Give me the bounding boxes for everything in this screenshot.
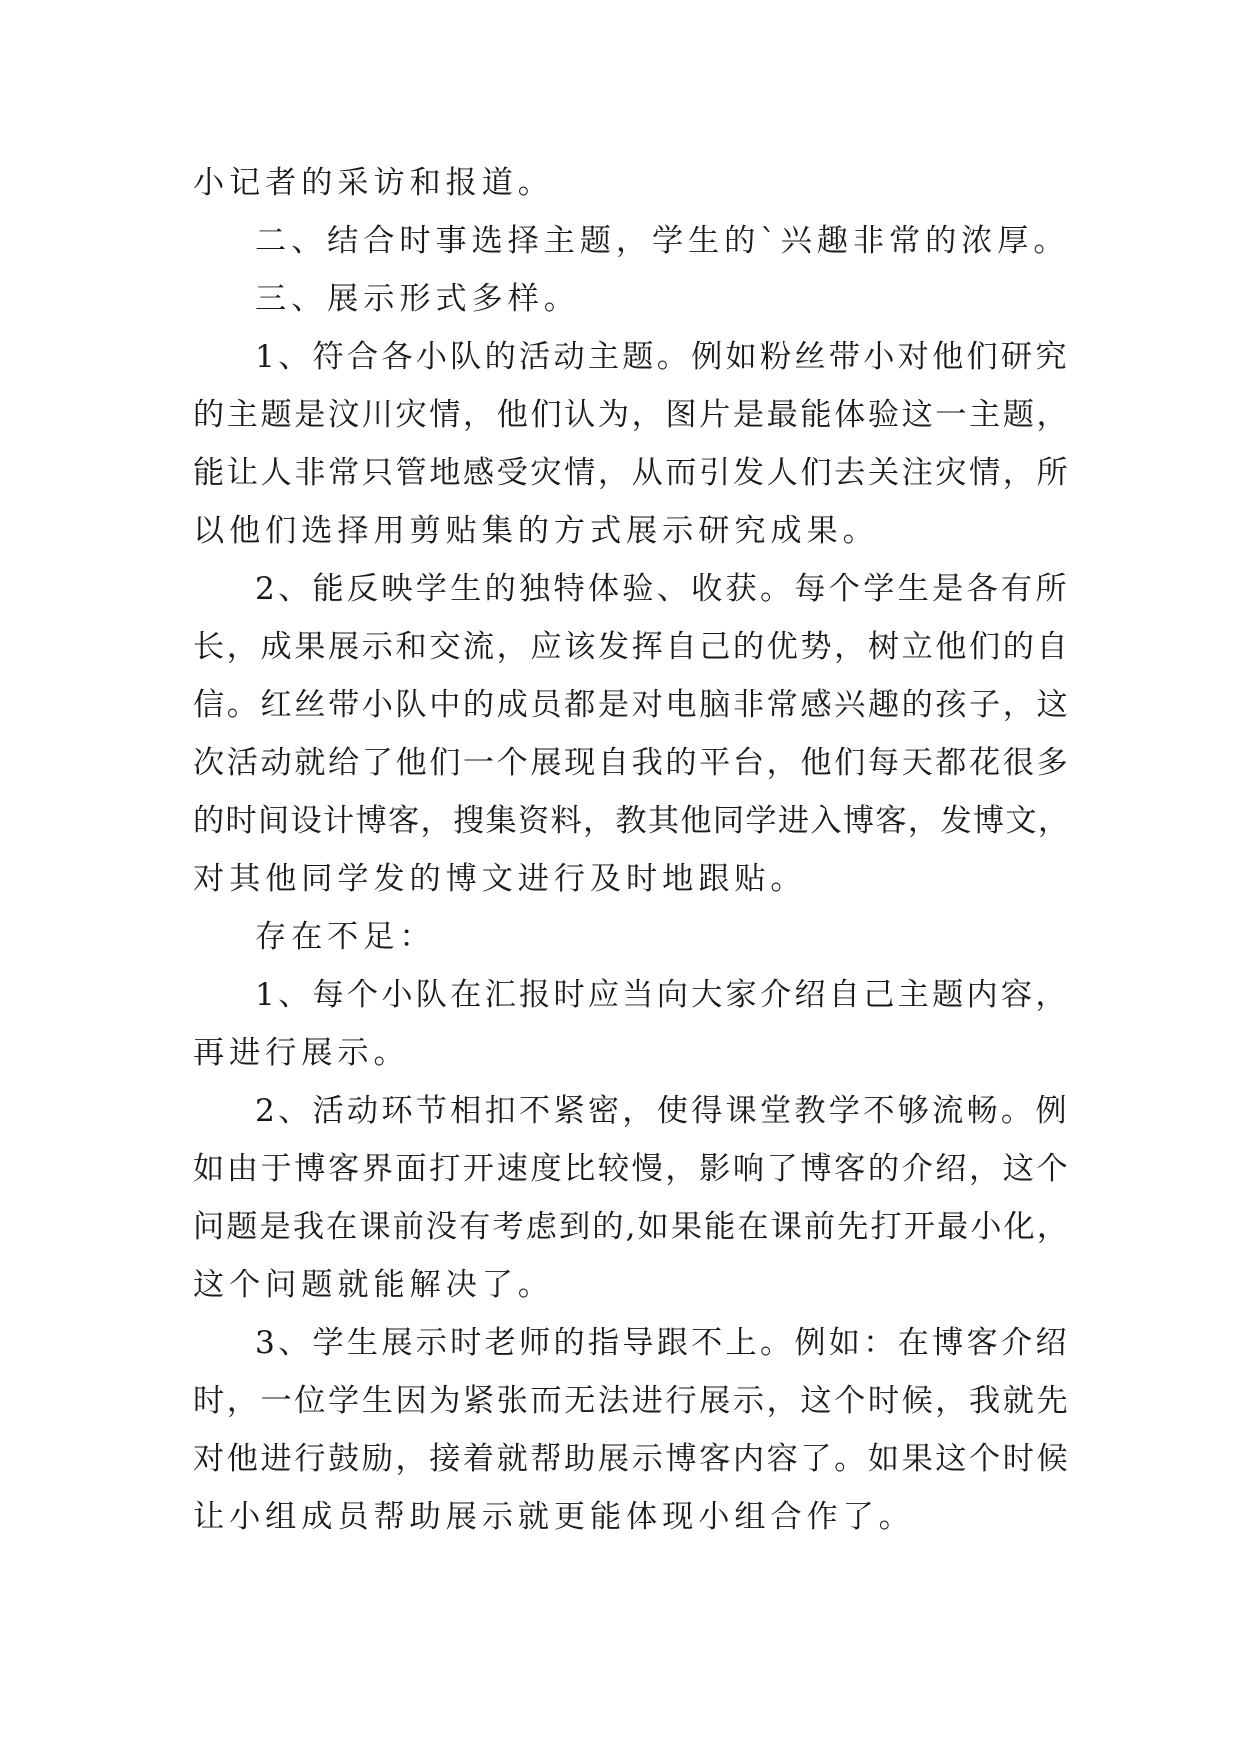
text-line: 的时间设计博客，搜集资料，教其他同学进入博客，发博文， [193, 803, 1071, 839]
text-line: 3、学生展示时老师的指导跟不上。例如：在博客介绍 [255, 1325, 1070, 1361]
text-line: 1、符合各小队的活动主题。例如粉丝带小对他们研究 [255, 339, 1070, 375]
text-line: 信。红丝带小队中的成员都是对电脑非常感兴趣的孩子，这 [193, 687, 1071, 723]
text-line: 次活动就给了他们一个展现自我的平台，他们每天都花很多 [193, 745, 1071, 781]
text-line: 如由于博客界面打开速度比较慢，影响了博客的介绍，这个 [193, 1151, 1071, 1187]
text-line: 的主题是汶川灾情，他们认为，图片是最能体验这一主题， [193, 397, 1071, 433]
text-line: 小记者的采访和报道。 [193, 165, 554, 201]
text-line: 长，成果展示和交流，应该发挥自己的优势，树立他们的自 [193, 629, 1071, 665]
text-line: 对其他同学发的博文进行及时地跟贴。 [193, 861, 807, 897]
text-line: 2、活动环节相扣不紧密，使得课堂教学不够流畅。例 [255, 1093, 1070, 1129]
text-line: 这个问题就能解决了。 [193, 1267, 554, 1303]
text-line: 再进行展示。 [193, 1035, 410, 1071]
text-line: 二、结合时事选择主题，学生的`兴趣非常的浓厚。 [255, 223, 1070, 259]
text-line: 2、能反映学生的独特体验、收获。每个学生是各有所 [255, 571, 1070, 607]
text-line: 对他进行鼓励，接着就帮助展示博客内容了。如果这个时候 [193, 1441, 1071, 1477]
text-line: 时，一位学生因为紧张而无法进行展示，这个时候，我就先 [193, 1383, 1071, 1419]
text-line: 问题是我在课前没有考虑到的,如果能在课前先打开最小化， [193, 1209, 1071, 1245]
text-line: 1、每个小队在汇报时应当向大家介绍自己主题内容， [255, 977, 1070, 1013]
text-line: 能让人非常只管地感受灾情，从而引发人们去关注灾情，所 [193, 455, 1071, 491]
text-line: 让小组成员帮助展示就更能体现小组合作了。 [193, 1499, 915, 1535]
text-line: 三、展示形式多样。 [255, 281, 580, 317]
text-line: 存在不足： [255, 919, 436, 955]
text-line: 以他们选择用剪贴集的方式展示研究成果。 [193, 513, 879, 549]
